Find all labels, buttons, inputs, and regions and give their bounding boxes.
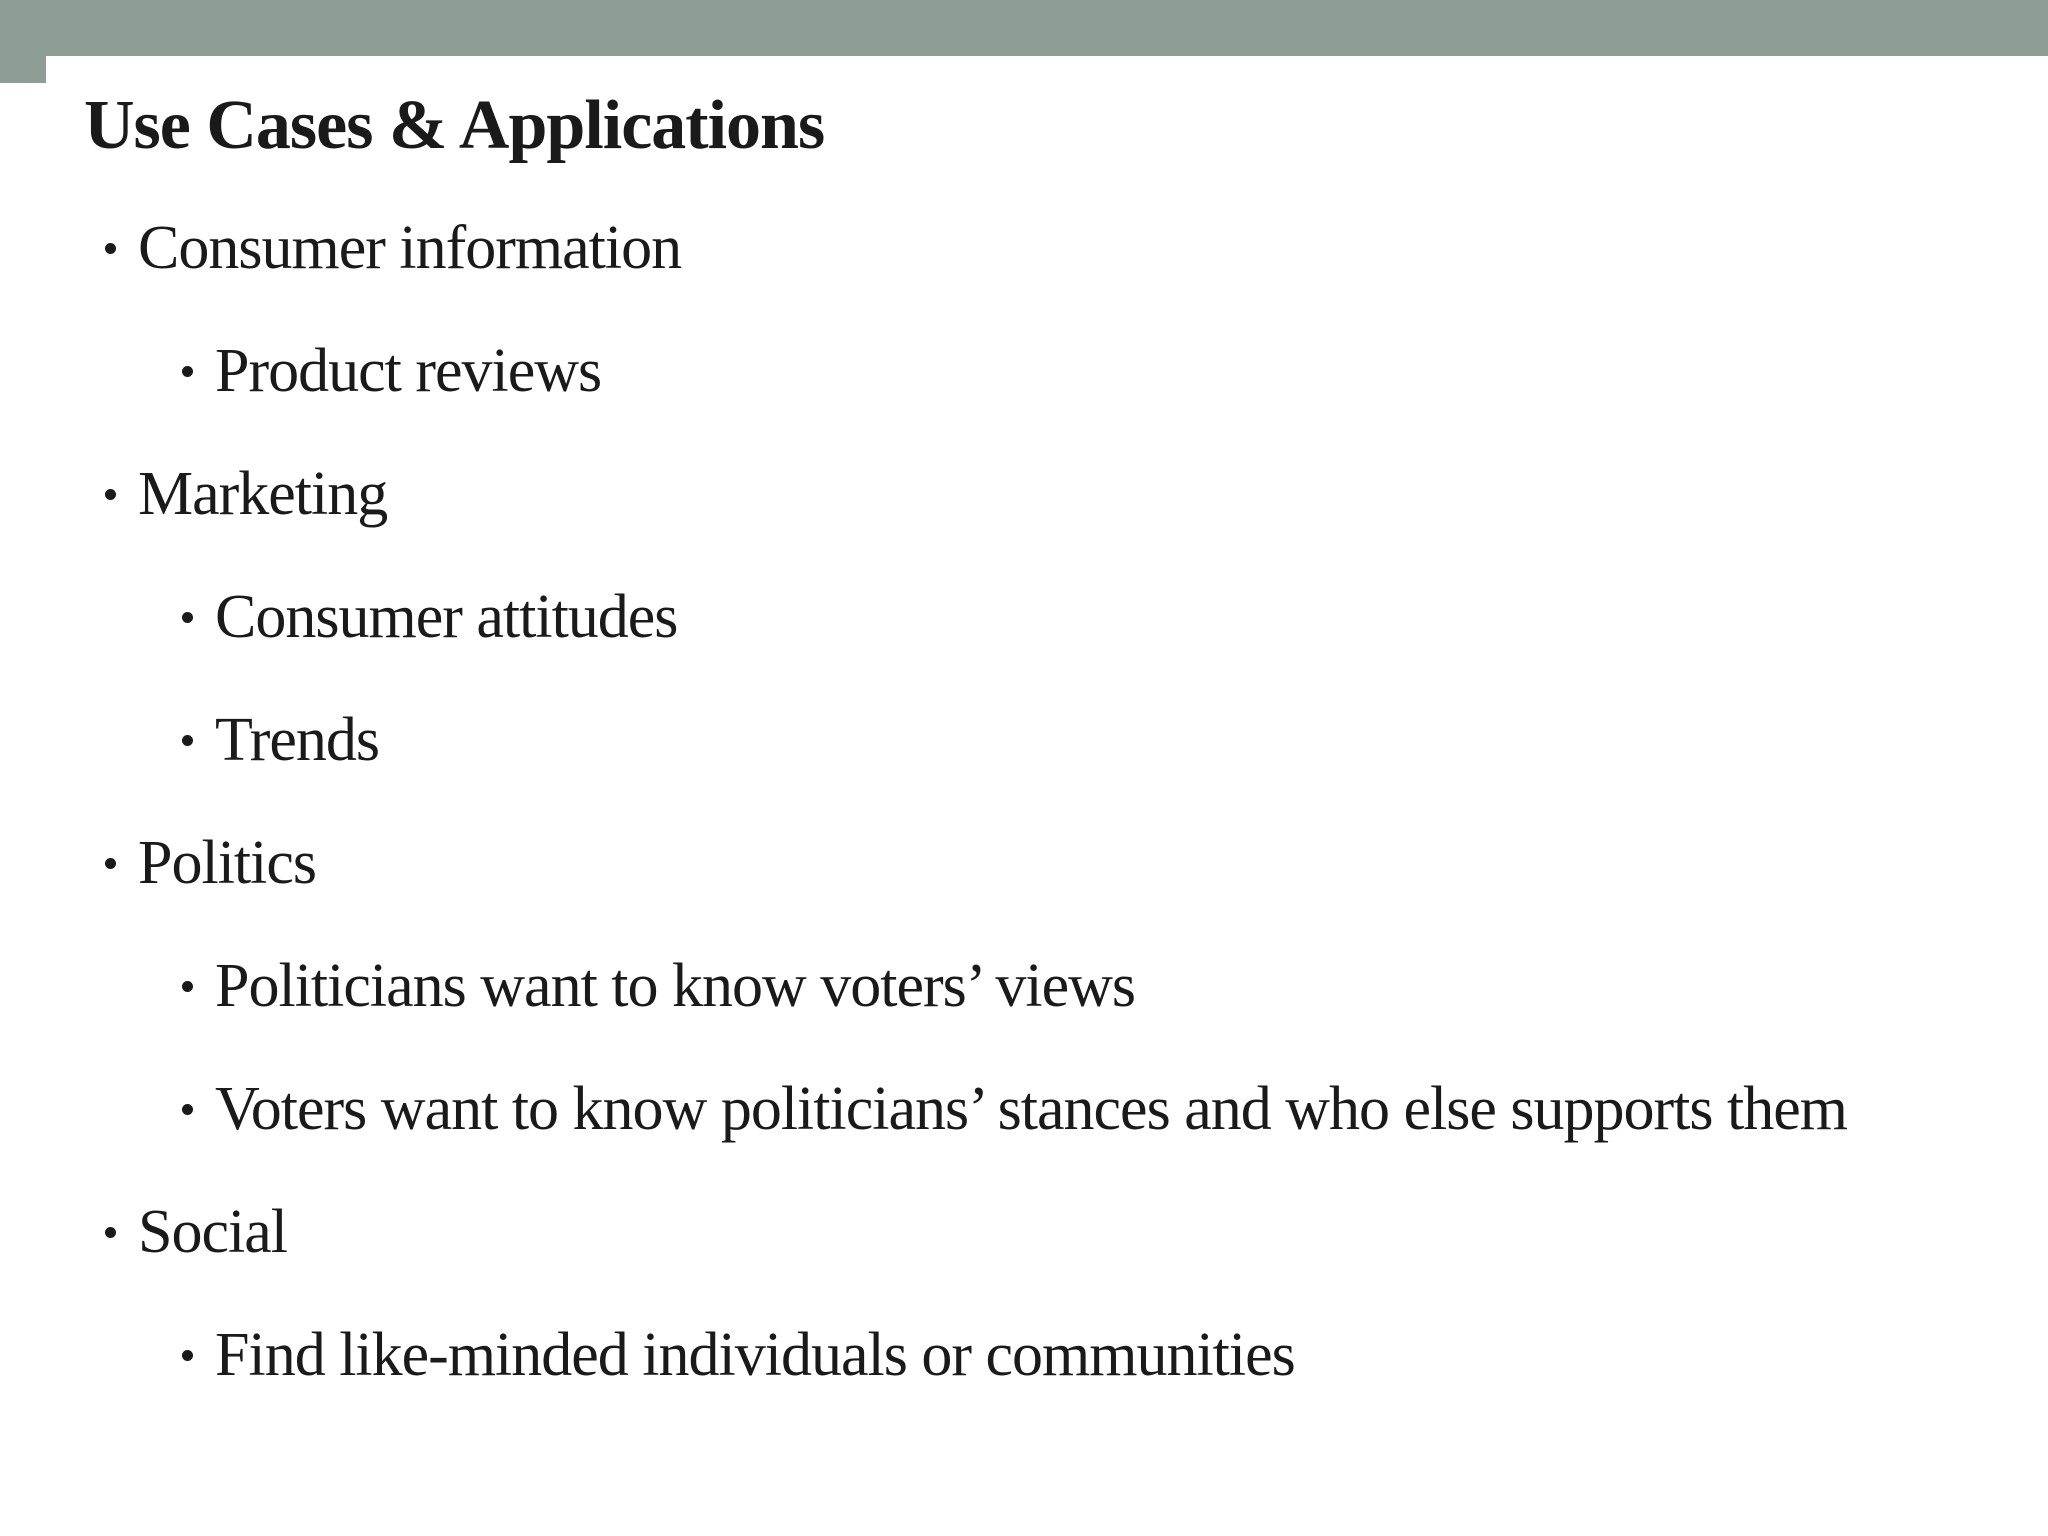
bullet-dot-icon	[105, 243, 116, 254]
bullet-text: Politicians want to know voters’ views	[215, 952, 1136, 1020]
bullet-text: Trends	[215, 706, 379, 774]
bullet-dot-icon	[182, 981, 193, 992]
slide-header-bar	[0, 0, 2048, 56]
bullet-dot-icon	[182, 1350, 193, 1361]
bullet-dot-icon	[182, 366, 193, 377]
slide-corner-tab	[0, 56, 46, 83]
bullet-text: Consumer information	[138, 214, 682, 282]
bullet-dot-icon	[105, 489, 116, 500]
bullet-text: Find like-minded individuals or communities	[215, 1321, 1295, 1389]
bullet-dot-icon	[182, 735, 193, 746]
bullet-text: Consumer attitudes	[215, 583, 678, 651]
bullet-dot-icon	[182, 1104, 193, 1115]
bullet-text: Product reviews	[215, 337, 602, 405]
bullet-text: Social	[138, 1198, 287, 1266]
slide-title: Use Cases & Applications	[84, 87, 825, 164]
bullet-text: Voters want to know politicians’ stances and who else supports them	[215, 1075, 1847, 1143]
bullet-text: Politics	[138, 829, 317, 897]
bullet-dot-icon	[105, 1227, 116, 1238]
bullet-dot-icon	[105, 858, 116, 869]
bullet-dot-icon	[182, 612, 193, 623]
bullet-text: Marketing	[138, 460, 388, 528]
